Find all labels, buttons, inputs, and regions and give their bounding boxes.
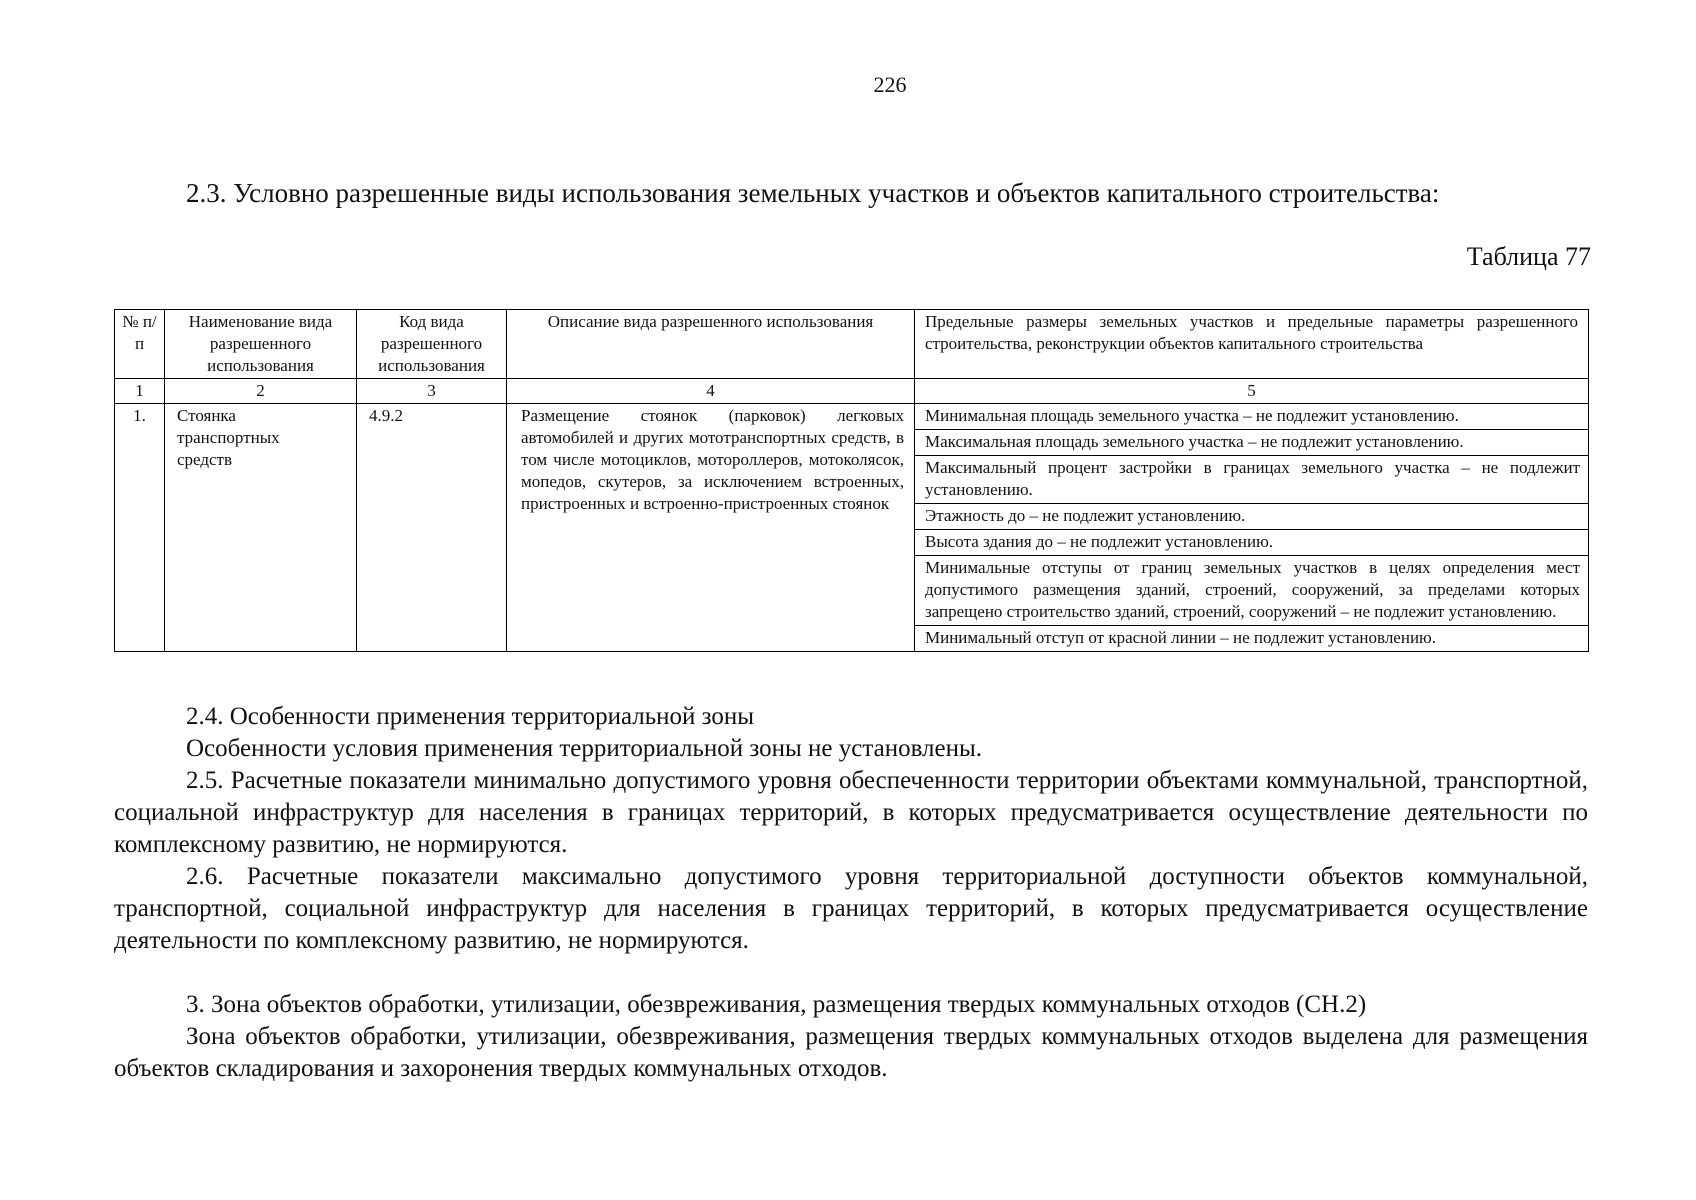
- section-2-4-text: Особенности условия применения территориальной зоны не установлены.: [186, 735, 983, 762]
- section-3-title: 3. Зона объектов обработки, утилизации, обезвреживания, размещения твердых коммунальных отходов (СН.2): [186, 991, 1367, 1018]
- column-number: 4: [507, 379, 915, 404]
- header-params: Предельные размеры земельных участков и предельные параметры разрешенного строительства, реконструкции объектов капитального строительства: [915, 310, 1589, 379]
- row-params: [915, 404, 1589, 652]
- section-2-5-text: 2.5. Расчетные показатели минимально допустимого уровня обеспеченности территории объектами коммунальной, транспортной, социальной инфраструктур для населения в границах территорий, в которых предусматривается осуществление деятельности по комплексному развитию, не нормируются.: [114, 767, 1588, 858]
- section-2-6-text: 2.6. Расчетные показатели максимально допустимого уровня территориальной доступности объектов коммунальной, транспортной, социальной инфраструктур для населения в границах территорий, в которых предусматривается осуществление деятельности по комплексному развитию, не нормируются.: [114, 863, 1588, 954]
- param-red-line-setback: Минимальный отступ от красной линии – не подлежит установлению.: [925, 628, 1436, 647]
- table-row: [115, 404, 1589, 652]
- header-code: Код вида разрешенного использования: [357, 310, 507, 379]
- row-code: 4.9.2: [357, 404, 507, 652]
- column-number-row: [115, 379, 1589, 404]
- header-name: Наименование вида разрешенного использования: [165, 310, 357, 379]
- row-num: 1.: [115, 404, 165, 652]
- param-height: Высота здания до – не подлежит установлению.: [915, 530, 1588, 556]
- header-num: № п/п: [115, 310, 165, 379]
- param-max-area: Максимальная площадь земельного участка – не подлежит установлению.: [915, 430, 1588, 456]
- column-number: 1: [115, 379, 165, 404]
- body-text: [114, 701, 1588, 1085]
- param-max-coverage: Максимальный процент застройки в границах земельного участка – не подлежит установлению.: [915, 456, 1588, 504]
- section-3-text: Зона объектов обработки, утилизации, обезвреживания, размещения твердых коммунальных отходов выделена для размещения объектов складирования и захоронения твердых коммунальных отходов.: [114, 1023, 1588, 1082]
- header-description: Описание вида разрешенного использования: [507, 310, 915, 379]
- column-number: 5: [915, 379, 1589, 404]
- column-number: 2: [165, 379, 357, 404]
- section-2-4-title: 2.4. Особенности применения территориальной зоны: [186, 703, 755, 730]
- param-min-area: Минимальная площадь земельного участка – не подлежит установлению.: [915, 404, 1588, 430]
- column-number: 3: [357, 379, 507, 404]
- table-caption: Таблица 77: [1466, 242, 1591, 271]
- param-min-setbacks: Минимальные отступы от границ земельных участков в целях определения мест допустимого размещения зданий, строений, сооружений, за пределами которых запрещено строительство зданий, строений, сооружений – не подлежит установлению.: [915, 556, 1588, 626]
- row-description: Размещение стоянок (парковок) легковых автомобилей и других мототранспортных средств, в том числе мотоциклов, мотороллеров, мотоколясок, мопедов, скутеров, за исключением встроенных, пристроенных и встроенно-пристроенных стоянок: [507, 404, 915, 652]
- row-name: Стоянка транспортных средств: [165, 404, 357, 652]
- section-heading: 2.3. Условно разрешенные виды использования земельных участков и объектов капитального строительства:: [186, 178, 1440, 208]
- page-number: 226: [873, 72, 907, 97]
- permitted-use-table: [114, 309, 1589, 652]
- table-header-row: [115, 310, 1589, 379]
- param-floors: Этажность до – не подлежит установлению.: [915, 504, 1588, 530]
